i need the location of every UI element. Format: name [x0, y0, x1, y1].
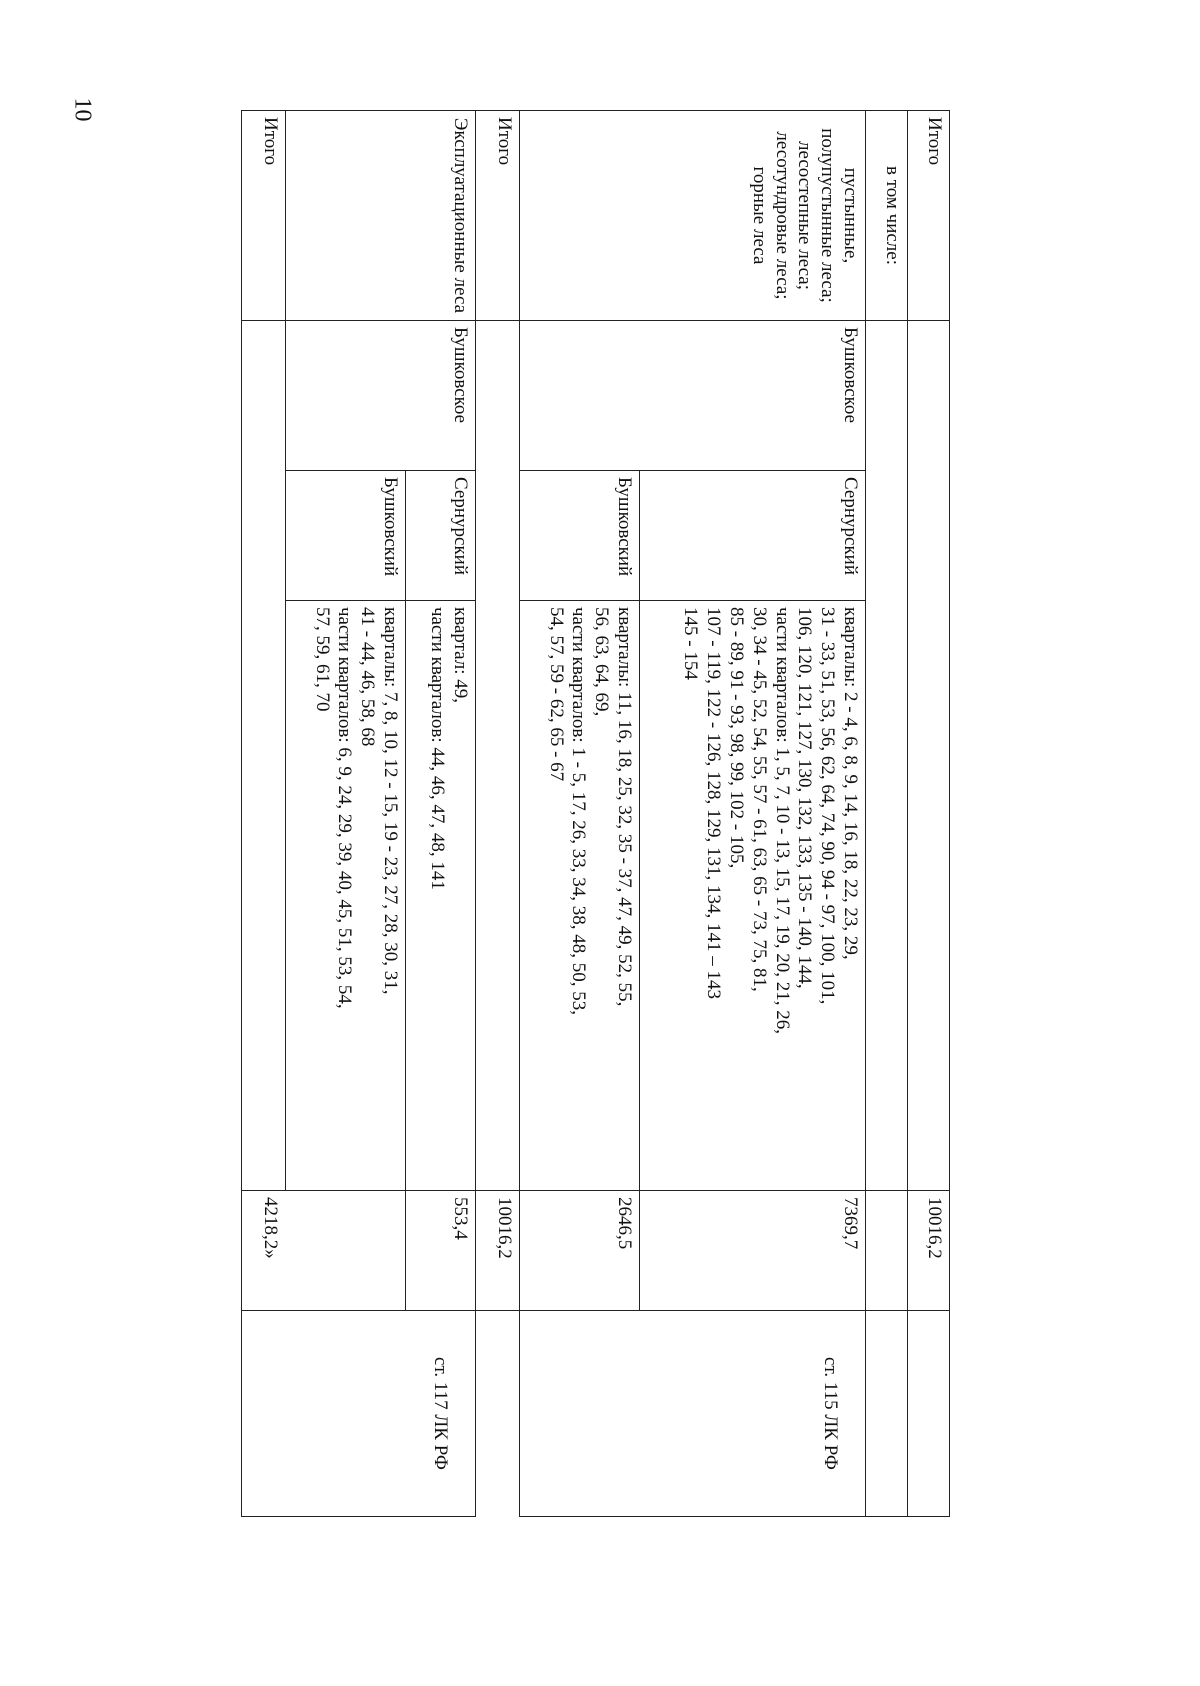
table-row	[406, 111, 476, 1517]
total-label: Итого	[476, 111, 520, 321]
total-label: Итого	[908, 111, 950, 321]
including-label: в том числе:	[866, 111, 908, 321]
table-row	[908, 111, 950, 1517]
page-number: 10	[69, 97, 96, 122]
district-name: Бушковский	[520, 471, 640, 601]
rotated-page	[160, 110, 950, 1516]
forestry-name: Бушковское	[286, 321, 476, 471]
total-label: Итого	[242, 111, 286, 321]
forest-category: пустынные, полупустынные леса; лесостепные леса; лесотундровые леса; горные леса	[520, 111, 866, 321]
area-value: 2646,5	[520, 1191, 640, 1311]
quarters-list: кварталы: 7, 8, 10, 12 - 15, 19 - 23, 27, 28, 30, 31, 41 - 44, 46, 58, 68 части кварталов: 6, 9, 24, 29, 39, 40, 45, 51, 53, 54, 57, 59, 61, 70	[286, 601, 406, 1191]
forestry-name: Бушковское	[520, 321, 866, 471]
total-area: 10016,2	[908, 1191, 950, 1311]
quarters-list: квартал: 49, части кварталов: 44, 46, 47, 48, 141	[406, 601, 476, 1191]
forest-category: Эксплуатационные леса	[286, 111, 476, 321]
table-row	[866, 111, 908, 1517]
district-name: Сернурский	[406, 471, 476, 601]
district-name: Бушковский	[286, 471, 406, 601]
quarters-list: кварталы: 2 - 4, 6, 8, 9, 14, 16, 18, 22, 23, 29, 31 - 33, 51, 53, 56, 62, 64, 74, 90, 94 - 97, 100, 101, 106, 120, 121, 127, 130, 132, 133, 135 - 140, 144, части кварталов: 1, 5, 7, 10 - 13, 15, 17, 19, 20, 21, 26, 30, 34 - 45, 52, 54, 55, 57 - 61, 63, 65 - 73, 75, 81, 85 - 89, 91 - 93, 98, 99, 102 - 105, 107 - 119, 122 - 126, 128, 129, 131, 134, 141 – 143 145 - 154	[640, 601, 866, 1191]
table-row	[242, 111, 286, 1517]
total-area: 4218,2»	[242, 1191, 286, 1311]
district-name: Сернурский	[640, 471, 866, 601]
law-reference: ст. 117 ЛК РФ	[242, 1311, 476, 1517]
table-row	[640, 111, 866, 1517]
table-row	[476, 111, 520, 1517]
area-value: 7369,7	[640, 1191, 866, 1311]
area-value: 553,4	[406, 1191, 476, 1311]
law-reference: ст. 115 ЛК РФ	[520, 1311, 866, 1517]
rotated-content	[160, 110, 950, 1516]
quarters-list: кварталы: 11, 16, 18, 25, 32, 35 - 37, 47, 49, 52, 55, 56, 63, 64, 69, части кварталов: 1 - 5, 17, 26, 33, 34, 38, 48, 50, 53, 54, 57, 59 - 62, 65 - 67	[520, 601, 640, 1191]
forest-table	[241, 110, 950, 1517]
total-area: 10016,2	[476, 1191, 520, 1311]
